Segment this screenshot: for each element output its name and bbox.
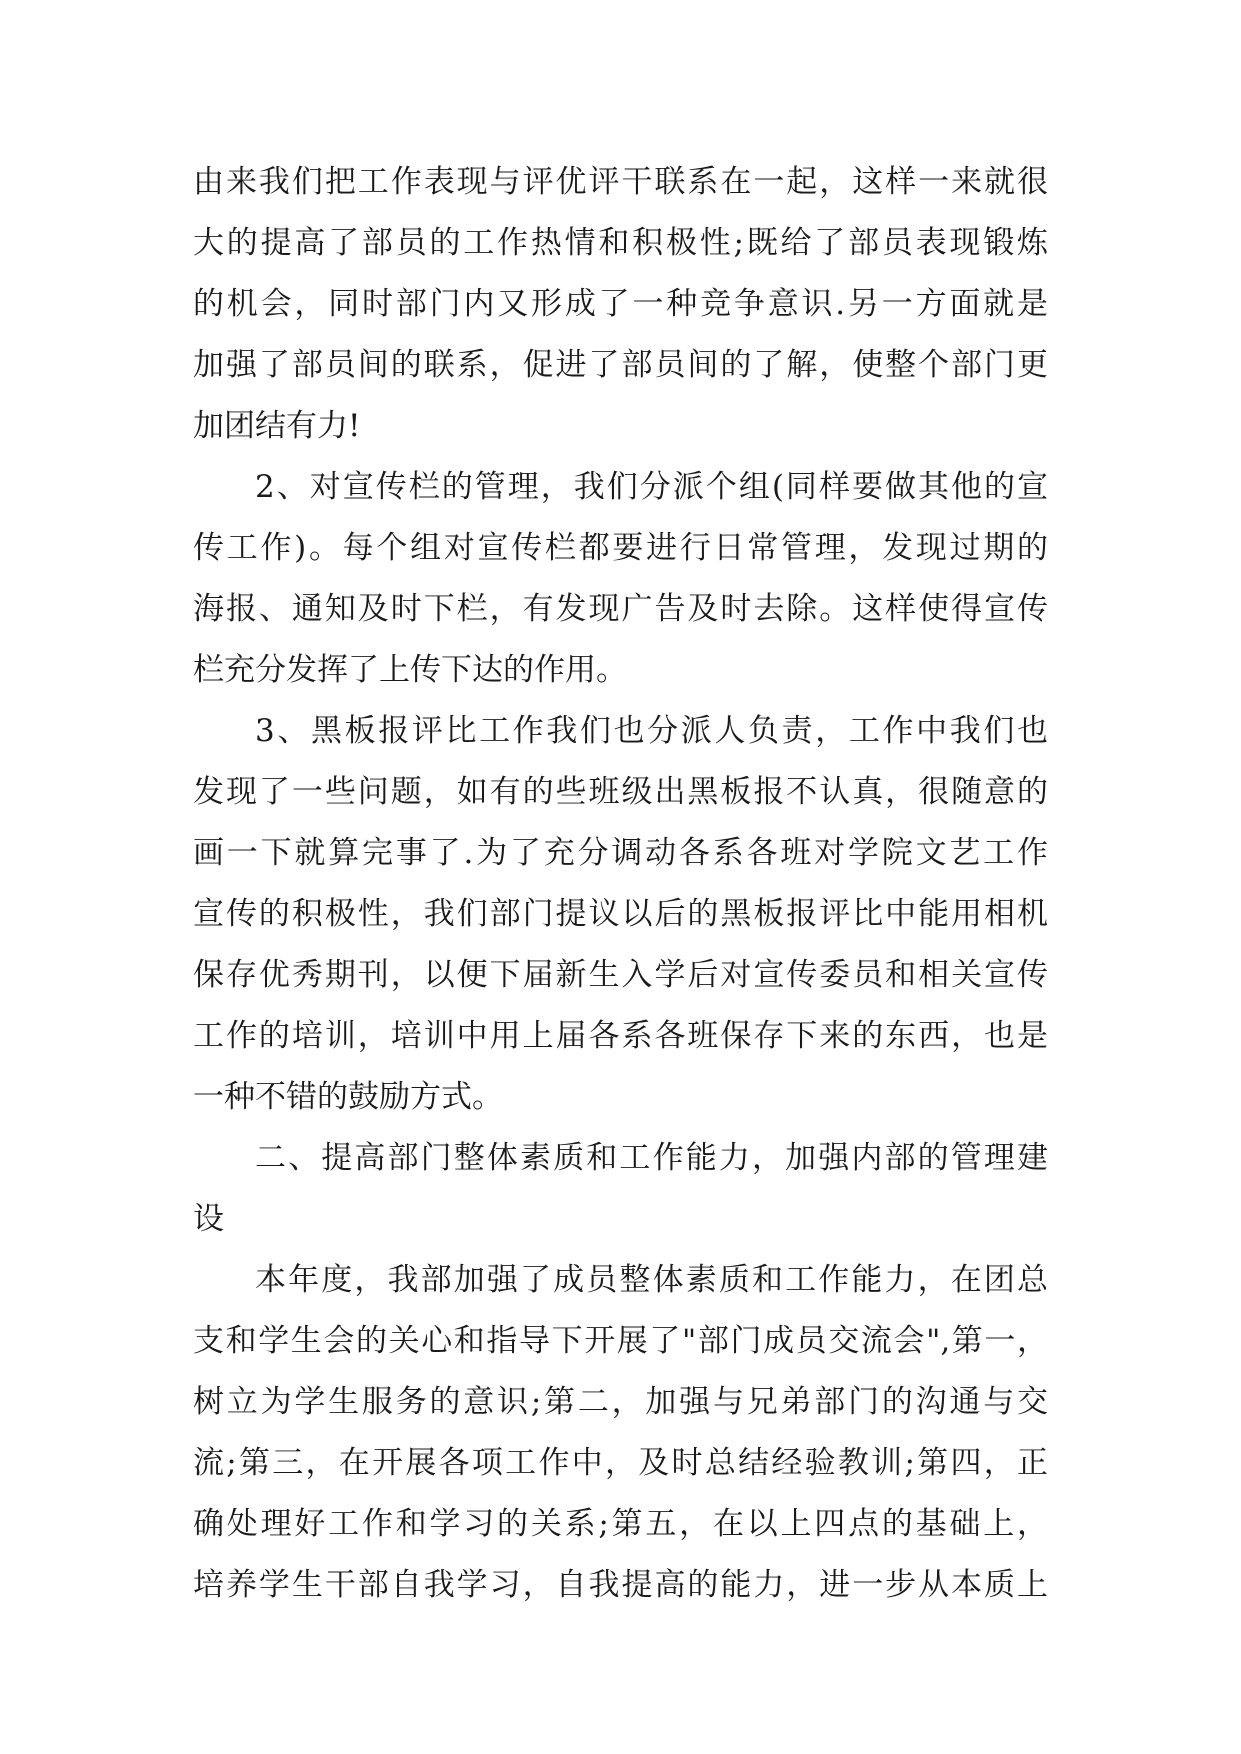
text-line: 保存优秀期刊，以便下届新生入学后对宣传委员和相关宣传 — [193, 957, 1048, 993]
text-line: 流;第三，在开展各项工作中，及时总结经验教训;第四，正 — [193, 1445, 1048, 1481]
paragraph-3 — [193, 701, 1048, 1128]
text-line: 一种不错的鼓励方式。 — [193, 1079, 503, 1115]
text-line: 宣传的积极性，我们部门提议以后的黑板报评比中能用相机 — [193, 896, 1048, 932]
paragraph-1 — [193, 152, 1048, 457]
text-line: 加强了部员间的联系，促进了部员间的了解，使整个部门更 — [193, 347, 1048, 383]
text-line: 二、提高部门整体素质和工作能力，加强内部的管理建 — [255, 1140, 1048, 1176]
text-line: 由来我们把工作表现与评优评干联系在一起，这样一来就很 — [193, 164, 1048, 200]
text-line: 本年度，我部加强了成员整体素质和工作能力，在团总 — [255, 1262, 1048, 1298]
text-line: 工作的培训，培训中用上届各系各班保存下来的东西，也是 — [193, 1018, 1048, 1054]
text-line: 树立为学生服务的意识;第二，加强与兄弟部门的沟通与交 — [193, 1384, 1048, 1420]
text-line: 支和学生会的关心和指导下开展了"部门成员交流会",第一， — [193, 1323, 1048, 1359]
text-line: 加团结有力! — [193, 408, 361, 444]
text-line: 海报、通知及时下栏，有发现广告及时去除。这样使得宣传 — [193, 591, 1048, 627]
text-line: 2、对宣传栏的管理，我们分派个组(同样要做其他的宣 — [255, 469, 1048, 505]
paragraph-4 — [193, 1250, 1048, 1616]
text-line: 设 — [193, 1201, 224, 1237]
section-heading — [193, 1128, 1048, 1250]
text-line: 的机会，同时部门内又形成了一种竞争意识.另一方面就是 — [193, 286, 1048, 322]
text-line: 培养学生干部自我学习，自我提高的能力，进一步从本质上 — [193, 1567, 1048, 1603]
text-line: 发现了一些问题，如有的些班级出黑板报不认真，很随意的 — [193, 774, 1048, 810]
text-line: 大的提高了部员的工作热情和积极性;既给了部员表现锻炼 — [193, 225, 1048, 261]
document-body — [193, 152, 1048, 1616]
paragraph-2 — [193, 457, 1048, 701]
text-line: 栏充分发挥了上传下达的作用。 — [193, 652, 627, 688]
text-line: 确处理好工作和学习的关系;第五，在以上四点的基础上， — [193, 1506, 1048, 1542]
text-line: 3、黑板报评比工作我们也分派人负责，工作中我们也 — [255, 713, 1048, 749]
text-line: 传工作)。每个组对宣传栏都要进行日常管理，发现过期的 — [193, 530, 1048, 566]
text-line: 画一下就算完事了.为了充分调动各系各班对学院文艺工作 — [193, 835, 1048, 871]
